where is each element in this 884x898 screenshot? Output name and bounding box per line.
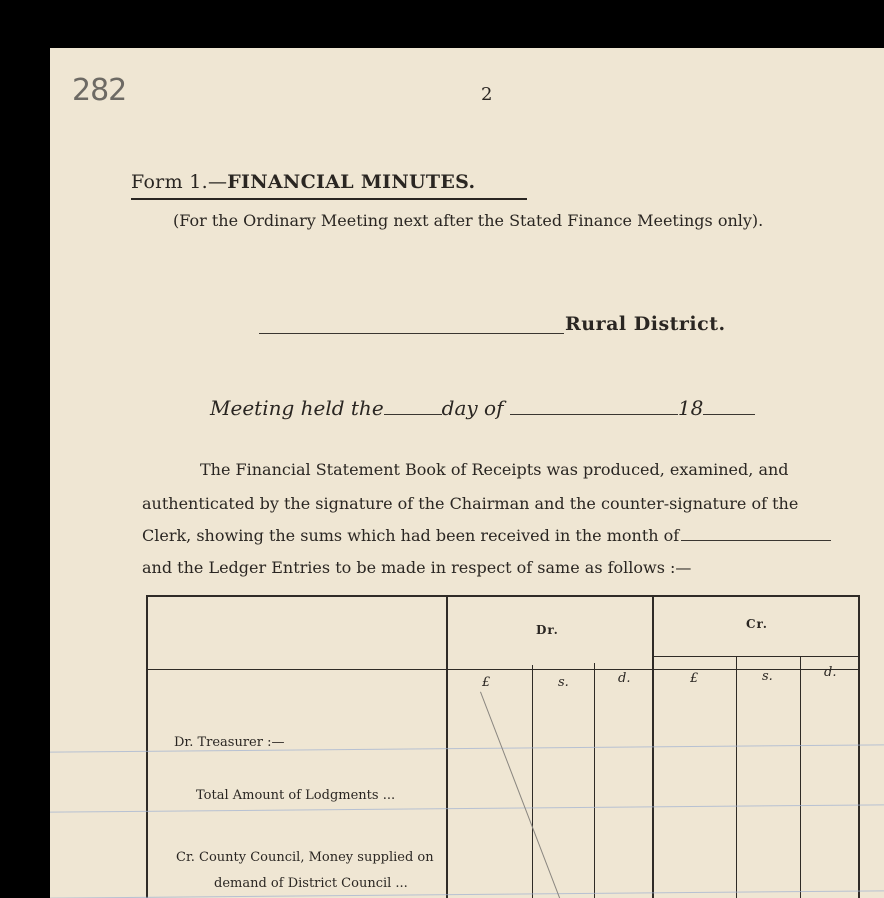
meeting-day-blank [384,413,442,415]
form-subtitle: (For the Ordinary Meeting next after the Stated Finance Meetings only). [173,211,764,230]
cr-pence-line [800,657,801,898]
row-dr-treasurer: Dr. Treasurer :— [174,735,285,750]
statement-line-2: authenticated by the signature of the Chairman and the counter-signature of the [142,494,799,513]
statement-line-3 [142,526,831,545]
meeting-year-prefix: 18 [677,396,704,420]
table-header-divider [146,669,860,670]
form-title-text: FINANCIAL MINUTES. [227,171,476,193]
statement-line-4: and the Ledger Entries to be made in respect of same as follows :— [142,558,692,577]
form-page [50,48,884,898]
cr-shillings-line [736,657,737,898]
statement-line-3-text: Clerk, showing the sums which had been received in the month of [142,526,680,545]
form-title [131,171,475,193]
cr-shillings-header: s. [762,669,773,684]
page-number: 2 [481,84,493,105]
cr-pounds-header: £ [690,671,699,686]
dr-left-border [446,595,448,898]
district-label: Rural District. [565,313,726,335]
meeting-line [210,396,755,420]
meeting-year-blank [703,413,755,415]
cr-header-divider [652,656,860,657]
dr-header: Dr. [536,623,559,637]
dr-pence-line [594,663,595,898]
row-total-lodgments: Total Amount of Lodgments ... [196,788,396,803]
row-county-council: Cr. County Council, Money supplied on [176,850,434,865]
title-underline [131,198,527,200]
statement-line-1: The Financial Statement Book of Receipts was produced, examined, and [200,460,789,479]
archive-stamp: 282 [72,73,127,108]
table-right-border [858,595,860,898]
month-blank [681,539,831,541]
row-demand-district-council: demand of District Council ... [214,876,408,891]
dr-shillings-header: s. [558,675,569,690]
meeting-day-label: day of [441,396,504,420]
district-name-blank [259,333,564,334]
meeting-month-blank [510,413,678,415]
meeting-held-label: Meeting held the [210,396,384,420]
cr-pence-header: d. [824,665,837,680]
form-prefix: Form 1.— [131,171,228,193]
table-top-border [146,595,860,597]
dr-pounds-header: £ [482,675,491,690]
table-left-border [146,595,148,898]
dr-pence-header: d. [618,671,631,686]
dr-shillings-line [532,665,533,898]
cr-header: Cr. [746,617,768,631]
